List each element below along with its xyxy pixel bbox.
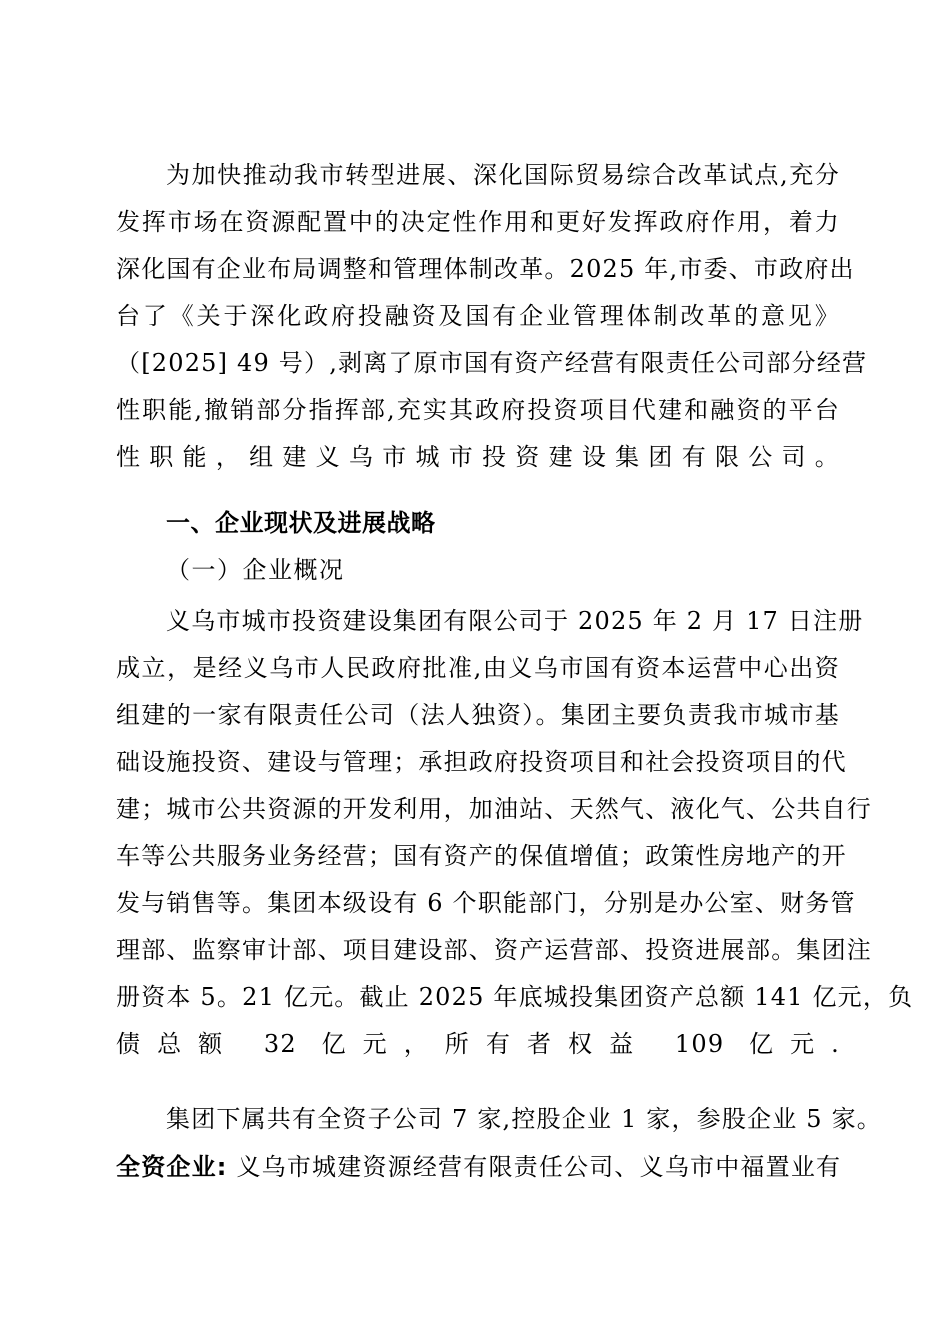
section-heading-2: （一）企业概况 bbox=[166, 556, 345, 584]
subsidiaries-line: 集团下属共有全资子公司 7 家,控股企业 1 家，参股企业 5 家。 bbox=[166, 1105, 883, 1133]
overview-line-4: 础设施投资、建设与管理；承担政府投资项目和社会投资项目的代 bbox=[116, 748, 847, 776]
intro-line-1: 为加快推动我市转型进展、深化国际贸易综合改革试点,充分 bbox=[166, 161, 840, 189]
intro-line-4: 台了《关于深化政府投融资及国有企业管理体制改革的意见》 bbox=[116, 302, 840, 330]
intro-line-6: 性职能,撤销部分指挥部,充实其政府投资项目代建和融资的平台 bbox=[116, 396, 840, 424]
wholly-owned-line bbox=[116, 1144, 840, 1191]
wholly-owned-text: 义乌市城建资源经营有限责任公司、义乌市中福置业有 bbox=[227, 1153, 842, 1181]
intro-line-5: （[2025] 49 号）,剥离了原市国有资产经营有限责任公司部分经营 bbox=[116, 349, 868, 377]
wholly-owned-paragraph bbox=[116, 1144, 840, 1191]
overview-line-1: 义乌市城市投资建设集团有限公司于 2025 年 2 月 17 日注册 bbox=[166, 607, 864, 635]
overview-line-3: 组建的一家有限责任公司（法人独资）。集团主要负责我市城市基 bbox=[116, 701, 840, 729]
subsidiaries-paragraph bbox=[166, 1096, 883, 1143]
overview-line-2: 成立，是经义乌市人民政府批准,由义乌市国有资本运营中心出资 bbox=[116, 654, 840, 682]
overview-line-8: 理部、监察审计部、项目建设部、资产运营部、投资进展部。集团注 bbox=[116, 936, 872, 964]
section-heading-1: 一、企业现状及进展战略 bbox=[166, 509, 436, 537]
overview-line-6: 车等公共服务业务经营；国有资产的保值增值；政策性房地产的开 bbox=[116, 842, 847, 870]
wholly-owned-label: 全资企业: bbox=[116, 1153, 228, 1181]
overview-line-10: 债总额 32 亿元，所有者权益 109 亿元. bbox=[116, 1030, 840, 1058]
intro-line-2: 发挥市场在资源配置中的决定性作用和更好发挥政府作用，着力 bbox=[116, 208, 840, 236]
overview-line-5: 建；城市公共资源的开发利用，加油站、天然气、液化气、公共自行 bbox=[116, 795, 872, 823]
overview-line-9: 册资本 5。21 亿元。截止 2025 年底城投集团资产总额 141 亿元，负 bbox=[116, 983, 914, 1011]
overview-paragraph bbox=[116, 598, 914, 1068]
intro-paragraph bbox=[116, 152, 840, 246]
intro-line-3: 深化国有企业布局调整和管理体制改革。2025 年,市委、市政府出 bbox=[116, 255, 855, 283]
overview-line-7: 发与销售等。集团本级设有 6 个职能部门，分别是办公室、财务管 bbox=[116, 889, 856, 917]
intro-line-7: 性职能，组建义乌市城市投资建设集团有限公司。 bbox=[116, 443, 840, 471]
intro-paragraph-cont bbox=[116, 246, 868, 481]
